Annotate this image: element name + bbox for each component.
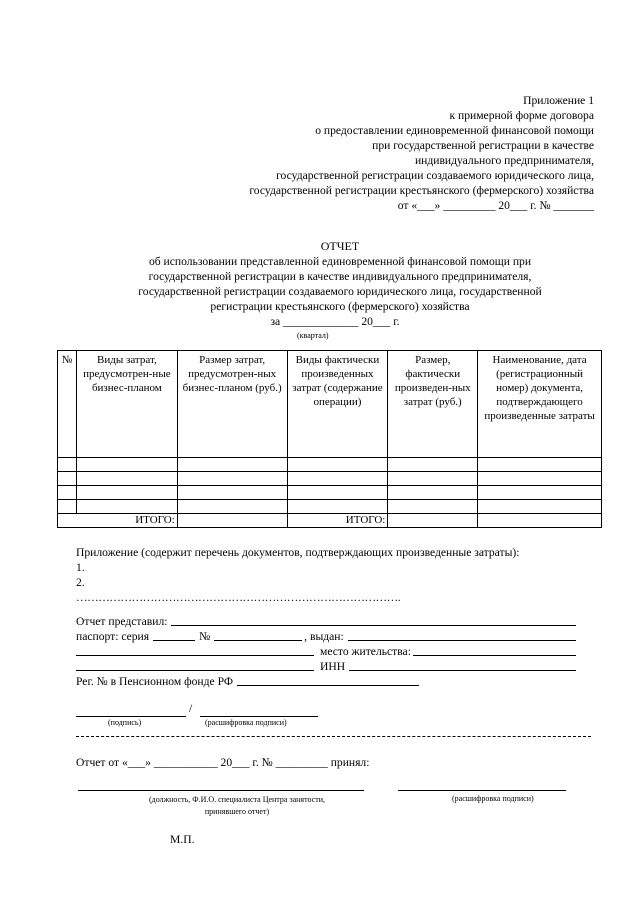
passport-issued-field[interactable] (348, 629, 576, 641)
total-label-actual: ИТОГО: (287, 514, 388, 528)
table-cell[interactable] (76, 486, 177, 500)
title-line: об использовании представленной единовременной финансовой помощи при (148, 255, 532, 268)
table-cell[interactable] (478, 500, 602, 514)
submitted-by-field[interactable] (171, 614, 576, 626)
title-line: государственной регистрации в качестве индивидуального предпринимателя, (148, 270, 532, 283)
signature-caption: (подпись) (108, 718, 142, 727)
table-cell[interactable] (287, 458, 388, 472)
appendix-line: государственной регистрации крестьянского (фермерского) хозяйства (249, 184, 594, 197)
table-cell[interactable] (76, 458, 177, 472)
presenter-block (76, 614, 576, 689)
divider (76, 736, 591, 737)
table-cell[interactable] (478, 458, 602, 472)
expenses-table (57, 350, 602, 528)
residence-label: место жительства: (320, 645, 411, 658)
attachment-item-2[interactable]: 2. (76, 576, 85, 589)
table-cell[interactable] (58, 472, 77, 486)
table-cell[interactable] (478, 472, 602, 486)
title-line: регистрации крестьянского (фермерского) хозяйства (210, 300, 470, 313)
caption-line: принявшего отчет) (204, 807, 270, 816)
appendix-header (249, 93, 594, 213)
acceptor-decoding-caption: (расшифровка подписи) (452, 794, 534, 803)
total-planned-amount[interactable] (177, 514, 287, 528)
table-cell[interactable] (58, 500, 77, 514)
appendix-line: при государственной регистрации в качестве (372, 139, 594, 152)
report-title: ОТЧЕТ (320, 239, 360, 253)
col-header-actual-types: Виды фактически произведенных затрат (содержание операции) (287, 351, 388, 458)
col-header-actual-amount: Размер, фактически произведен-ных затрат (руб.) (388, 351, 478, 458)
signature-decoding-caption: (расшифровка подписи) (205, 718, 287, 727)
table-cell (478, 514, 602, 528)
acceptor-signature-field[interactable] (398, 780, 566, 791)
report-title-block (60, 239, 620, 329)
acceptor-position-field[interactable] (78, 780, 364, 791)
table-cell[interactable] (76, 500, 177, 514)
appendix-line: от «___» _________ 20___ г. № _______ (397, 199, 594, 212)
pension-field[interactable] (237, 674, 419, 686)
table-cell[interactable] (388, 500, 478, 514)
passport-number-label: № (199, 630, 211, 643)
col-header-document: Наименование, дата (регистрационный номер) документа, подтверждающего произведенные затраты (478, 351, 602, 458)
appendix-line: к примерной форме договора (449, 109, 594, 122)
table-cell[interactable] (177, 472, 287, 486)
period-caption: (квартал) (297, 331, 329, 340)
table-row (58, 500, 602, 514)
appendix-line: о предоставлении единовременной финансовой помощи (315, 124, 594, 137)
appendix-line: индивидуального предпринимателя, (414, 154, 594, 167)
table-cell[interactable] (388, 458, 478, 472)
signature-slash: / (189, 702, 193, 715)
table-total-row (58, 514, 602, 528)
attachments-dots: ……………………………………………………………………………. (76, 591, 401, 604)
pension-label: Рег. № в Пенсионном фонде РФ (76, 675, 233, 688)
col-header-planned-types: Виды затрат, предусмотрен-ные бизнес-планом (76, 351, 177, 458)
table-cell[interactable] (478, 486, 602, 500)
appendix-line: Приложение 1 (523, 94, 594, 107)
table-cell[interactable] (177, 486, 287, 500)
attachment-item-1[interactable]: 1. (76, 561, 85, 574)
col-header-planned-amount: Размер затрат, предусмотрен-ных бизнес-планом (руб.) (177, 351, 287, 458)
passport-issued-label: , выдан: (304, 630, 344, 643)
table-cell[interactable] (177, 500, 287, 514)
col-header-number: № (58, 351, 77, 458)
report-period: за _____________ 20___ г. (270, 315, 400, 328)
signature-decoding-field[interactable] (200, 706, 318, 717)
table-cell[interactable] (287, 486, 388, 500)
table-cell[interactable] (388, 486, 478, 500)
table-row (58, 472, 602, 486)
table-header-row (58, 351, 602, 458)
table-cell[interactable] (58, 458, 77, 472)
acceptor-position-caption (117, 794, 357, 818)
table-cell[interactable] (76, 472, 177, 486)
attachments-heading: Приложение (содержит перечень документов, подтверждающих произведенные затраты): (76, 546, 520, 559)
passport-number-field[interactable] (214, 629, 302, 641)
submitted-by-label: Отчет представил: (76, 615, 168, 628)
attachments-block (76, 545, 519, 605)
inn-label: ИНН (320, 660, 346, 673)
inn-field[interactable] (349, 659, 576, 671)
table-cell[interactable] (58, 486, 77, 500)
table-row (58, 486, 602, 500)
total-label-planned: ИТОГО: (58, 514, 178, 528)
appendix-line: государственной регистрации создаваемого юридического лица, (276, 169, 594, 182)
passport-series-label: паспорт: серия (76, 630, 150, 643)
signature-field[interactable] (76, 706, 186, 717)
table-cell[interactable] (287, 472, 388, 486)
table-cell[interactable] (287, 500, 388, 514)
title-line: государственной регистрации создаваемого юридического лица, государственной (138, 285, 542, 298)
stamp-place: М.П. (170, 833, 195, 846)
total-actual-amount[interactable] (388, 514, 478, 528)
residence-continuation-field[interactable] (76, 659, 314, 671)
table-cell[interactable] (177, 458, 287, 472)
acceptance-line: Отчет от «___» ___________ 20___ г. № _________ принял: (76, 756, 370, 769)
table-row (58, 458, 602, 472)
issued-continuation-field[interactable] (76, 644, 314, 656)
caption-line: (должность, Ф.И.О. специалиста Центра занятости, (148, 795, 326, 804)
passport-series-field[interactable] (153, 629, 195, 641)
residence-field[interactable] (413, 644, 576, 656)
table-cell[interactable] (388, 472, 478, 486)
